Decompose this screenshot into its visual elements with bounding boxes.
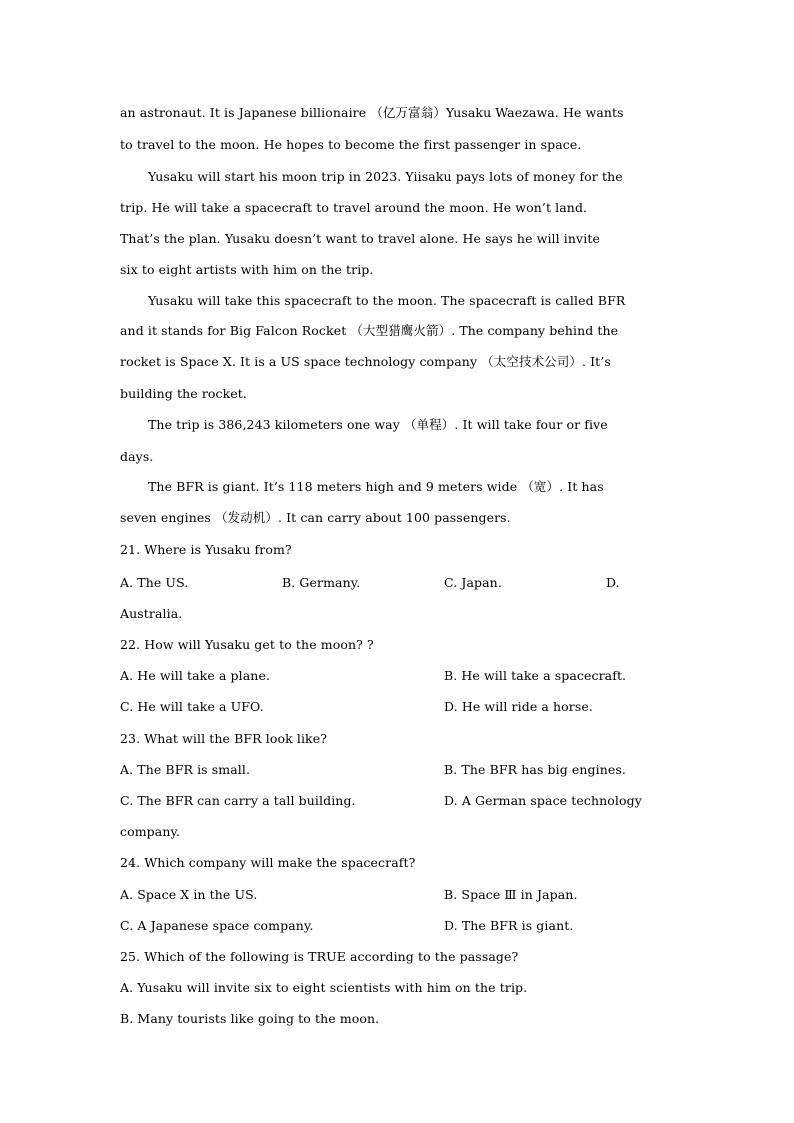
passage-line-5: That’s the plan. Yusaku doesn’t want to travel alone. He says he will invite [120, 231, 600, 246]
passage-line-4: trip. He will take a spacecraft to travel around the moon. He won’t land. [120, 200, 588, 215]
question-21-stem: 21. Where is Yusaku from? [120, 542, 292, 557]
q25-option-b: B. Many tourists like going to the moon. [120, 1011, 380, 1026]
passage-line-13: The BFR is giant. It’s 118 meters high and 9 meters wide （宽）. It has [148, 479, 604, 494]
q23-option-b: B. The BFR has big engines. [444, 762, 626, 777]
q21-option-a: A. The US. [120, 575, 189, 590]
q21-option-d-continued: Australia. [120, 606, 183, 621]
passage-line-7: Yusaku will take this spacecraft to the moon. The spacecraft is called BFR [148, 293, 626, 308]
q24-option-c: C. A Japanese space company. [120, 918, 314, 933]
q24-option-a: A. Space X in the US. [120, 887, 258, 902]
passage-line-2: to travel to the moon. He hopes to become the first passenger in space. [120, 137, 582, 152]
passage-line-11: The trip is 386,243 kilometers one way （单程）. It will take four or five [148, 417, 608, 432]
q21-option-d: D. [606, 575, 620, 590]
q22-option-c: C. He will take a UFO. [120, 699, 264, 714]
question-23-stem: 23. What will the BFR look like? [120, 731, 328, 746]
passage-line-14: seven engines （发动机）. It can carry about 100 passengers. [120, 510, 511, 525]
passage-line-9: rocket is Space X. It is a US space technology company （太空技术公司）. It’s [120, 354, 611, 369]
q24-option-b: B. Space Ⅲ in Japan. [444, 887, 578, 902]
q21-option-b: B. Germany. [282, 575, 361, 590]
q23-option-d: D. A German space technology [444, 793, 642, 808]
q22-option-d: D. He will ride a horse. [444, 699, 593, 714]
question-25-stem: 25. Which of the following is TRUE according to the passage? [120, 949, 519, 964]
passage-line-6: six to eight artists with him on the trip. [120, 262, 374, 277]
q23-option-d-continued: company. [120, 824, 181, 839]
q22-option-b: B. He will take a spacecraft. [444, 668, 627, 683]
passage-line-10: building the rocket. [120, 386, 247, 401]
question-24-stem: 24. Which company will make the spacecraft? [120, 855, 416, 870]
passage-line-1: an astronaut. It is Japanese billionaire （亿万富翁）Yusaku Waezawa. He wants [120, 105, 624, 120]
passage-line-12: days. [120, 449, 154, 464]
passage-line-8: and it stands for Big Falcon Rocket （大型猎鹰火箭）. The company behind the [120, 323, 619, 338]
q21-option-c: C. Japan. [444, 575, 502, 590]
passage-line-3: Yusaku will start his moon trip in 2023. Yiisaku pays lots of money for the [148, 169, 623, 184]
q25-option-a: A. Yusaku will invite six to eight scientists with him on the trip. [120, 980, 528, 995]
q23-option-a: A. The BFR is small. [120, 762, 251, 777]
q22-option-a: A. He will take a plane. [120, 668, 271, 683]
q24-option-d: D. The BFR is giant. [444, 918, 574, 933]
question-22-stem: 22. How will Yusaku get to the moon? ? [120, 637, 374, 652]
q23-option-c: C. The BFR can carry a tall building. [120, 793, 356, 808]
